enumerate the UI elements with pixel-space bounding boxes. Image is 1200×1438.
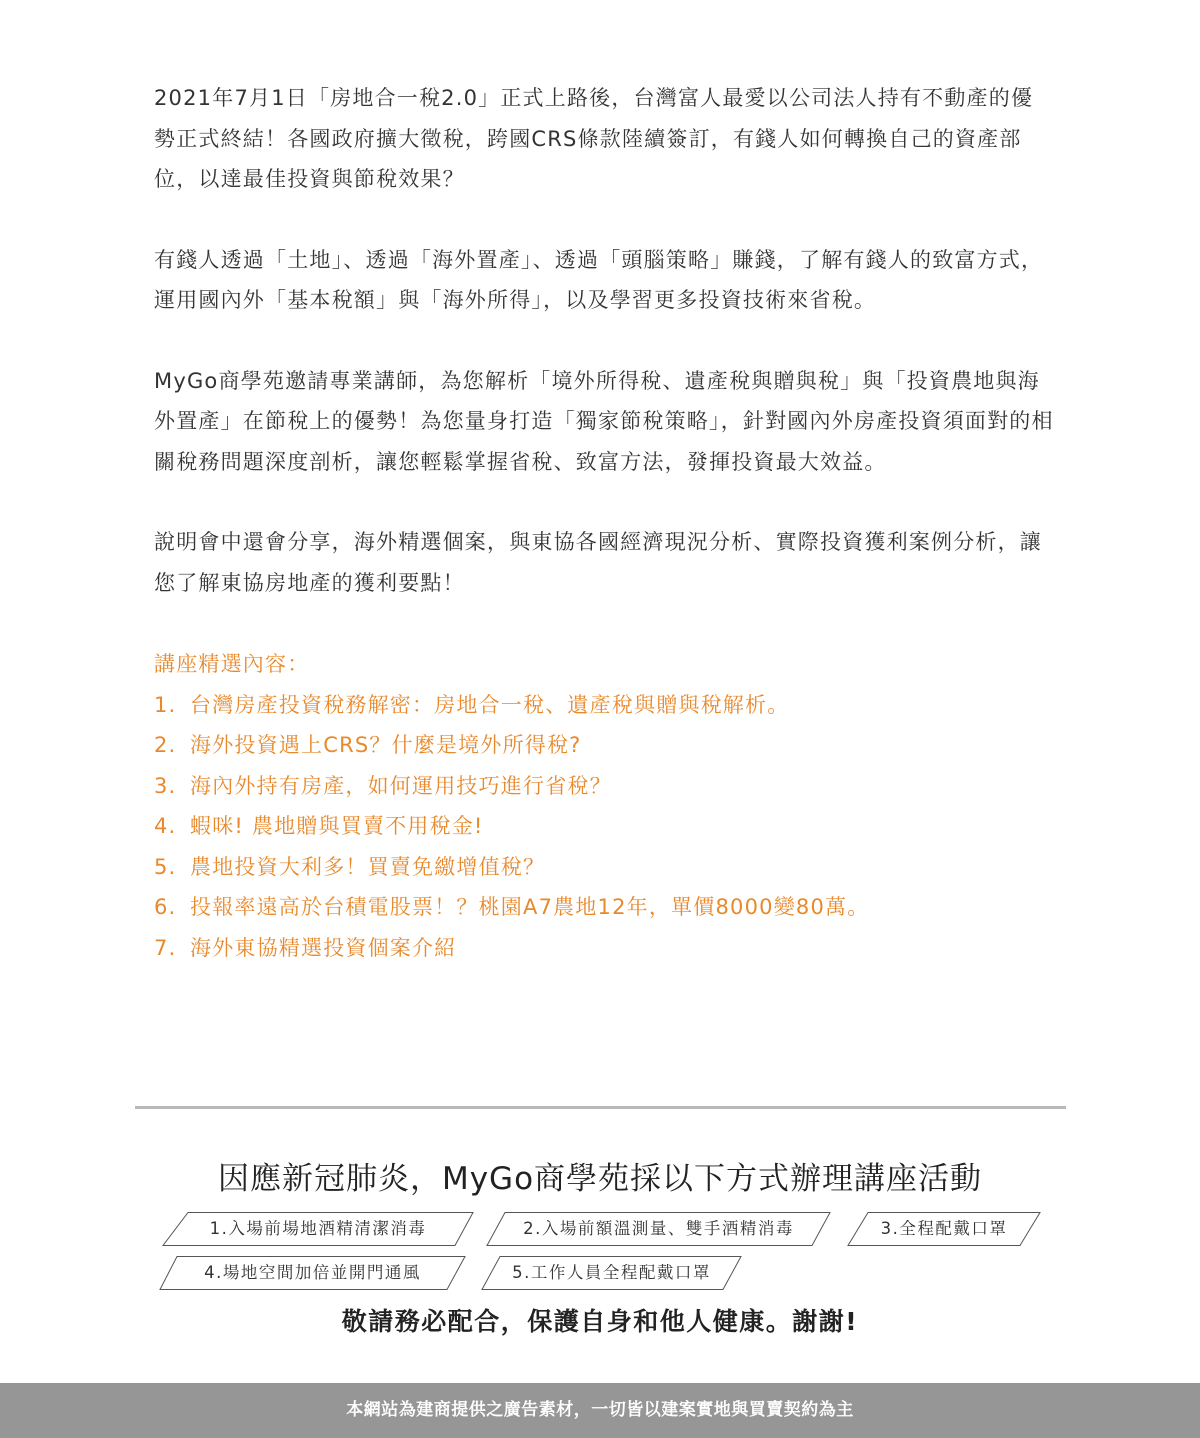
highlights-list (154, 685, 1054, 969)
highlight-item: 1. 台灣房產投資稅務解密：房地合一稅、遺產稅與贈與稅解析。 (154, 692, 790, 717)
measure-tag-temperature-check: 2.入場前額溫測量、雙手酒精消毒 (487, 1212, 830, 1246)
covid-measures-title: 因應新冠肺炎，MyGo商學苑採以下方式辦理講座活動 (217, 1161, 983, 1197)
highlight-item: 6. 投報率遠高於台積電股票！？桃園A7農地12年，單價8000變80萬。 (154, 895, 870, 919)
section-divider (135, 1106, 1066, 1109)
measure-tag-masks: 3.全程配戴口罩 (848, 1212, 1040, 1246)
closing-message: 敬請務必配合，保護自身和他人健康。謝謝! (341, 1307, 859, 1336)
intro-paragraph: 2021年7月1日「房地合一稅2.0」正式上路後，台灣富人最愛以公司法人持有不動產的優勢正式終結！各國政府擴大徵稅，跨國CRS條款陸續簽訂，有錢人如何轉換自己的資產部位，以達最佳投資與節稅效果？ (154, 86, 1034, 191)
seminar-paragraph: 說明會中還會分享，海外精選個案，與東協各國經濟現況分析、實際投資獲利案例分析，讓您了解東協房地產的獲利要點！ (154, 530, 1042, 595)
highlight-item: 3. 海內外持有房產，如何運用技巧進行省稅？ (154, 773, 612, 798)
footer-disclaimer-bar (0, 1383, 1200, 1438)
article-body (154, 78, 1054, 968)
measure-tag-sanitize-venue: 1.入場前場地酒精清潔消毒 (163, 1212, 473, 1246)
highlight-item: 2. 海外投資遇上CRS？什麼是境外所得稅? (154, 733, 582, 757)
disclaimer-text: 本網站為建商提供之廣告素材，一切皆以建案實地與買賣契約為主 (346, 1400, 854, 1420)
highlight-item: 5. 農地投資大利多！買賣免繳增值稅？ (154, 854, 546, 879)
measure-tag-ventilation: 4.場地空間加倍並開門通風 (160, 1256, 465, 1290)
measure-tag-staff-masks: 5.工作人員全程配戴口罩 (482, 1256, 741, 1290)
highlight-item: 7. 海外東協精選投資個案介紹 (154, 935, 457, 960)
seminar-highlights (154, 644, 1054, 968)
lecturer-paragraph: MyGo商學苑邀請專業講師，為您解析「境外所得稅、遺產稅與贈與稅」與「投資農地與海外置產」在節稅上的優勢！為您量身打造「獨家節稅策略」，針對國內外房產投資須面對的相關稅務問題深度剖析，讓您輕鬆掌握省稅、致富方法，發揮投資最大效益。 (154, 368, 1054, 474)
highlight-item: 4. 蝦咪! 農地贈與買賣不用稅金! (154, 814, 484, 838)
wealth-paragraph: 有錢人透過「土地」、透過「海外置產」、透過「頭腦策略」賺錢，了解有錢人的致富方式，運用國內外「基本稅額」與「海外所得」，以及學習更多投資技術來省稅。 (154, 247, 1044, 312)
highlights-title: 講座精選內容： (154, 652, 310, 676)
